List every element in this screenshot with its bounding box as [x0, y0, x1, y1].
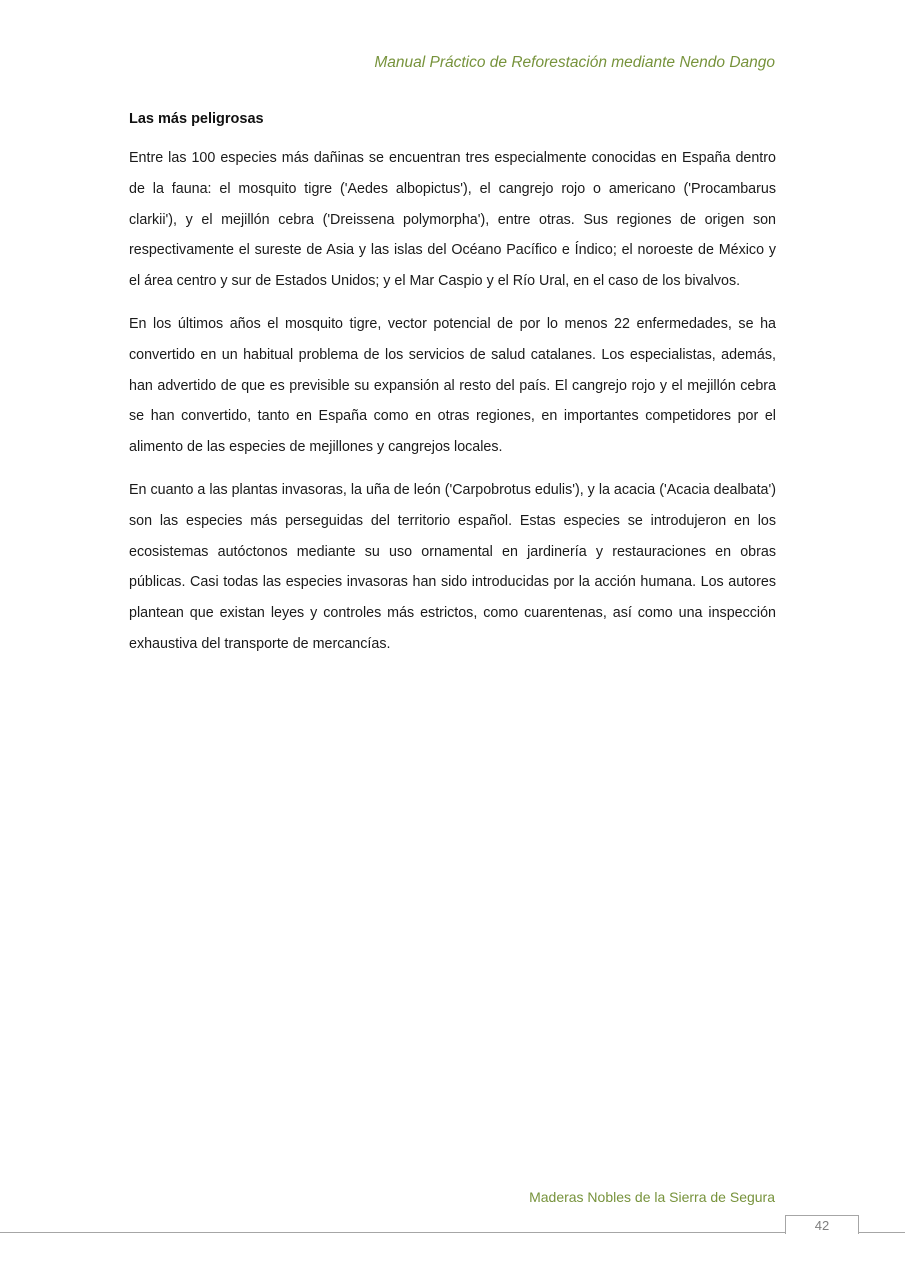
section-heading: Las más peligrosas — [129, 111, 264, 127]
running-header: Manual Práctico de Reforestación mediante Nendo Dango — [374, 54, 775, 71]
paragraph-plants: En cuanto a las plantas invasoras, la uña de león ('Carpobrotus edulis'), y la acacia ('Acacia dealbata') son las especies más perseguidas del territorio español. Estas especies se introdujeron en los ecosistemas autóctonos mediante su uso ornamental en jardinería y restauraciones en obras públicas. Casi todas las especies invasoras han sido introducidas por la acción humana. Los autores plantean que existan leyes y controles más estrictos, como cuarentenas, así como una inspección exhaustiva del transporte de mercancías. — [129, 481, 776, 652]
paragraph-fauna: Entre las 100 especies más dañinas se encuentran tres especialmente conocidas en España dentro de la fauna: el mosquito tigre ('Aedes albopictus'), el cangrejo rojo o americano ('Procambarus clarkii'), y el mejillón cebra ('Dreissena polymorpha'), entre otras. Sus regiones de origen son respectivamente el sureste de Asia y las islas del Océano Pacífico e Índico; el noroeste de México y el área centro y sur de Estados Unidos; y el Mar Caspio y el Río Ural, en el caso de los bivalvos. — [129, 150, 776, 290]
page-body — [129, 107, 776, 672]
paragraph-mosquito: En los últimos años el mosquito tigre, vector potencial de por lo menos 22 enfermedades, se ha convertido en un habitual problema de los servicios de salud catalanes. Los especialistas, además, han advertido de que es previsible su expansión al resto del país. El cangrejo rojo y el mejillón cebra se han convertido, tanto en España como en otras regiones, en importantes competidores por el alimento de las especies de mejillones y cangrejos locales. — [129, 315, 776, 456]
footer-rule — [0, 1232, 905, 1233]
running-footer: Maderas Nobles de la Sierra de Segura — [529, 1189, 775, 1205]
page-number: 42 — [785, 1215, 859, 1234]
